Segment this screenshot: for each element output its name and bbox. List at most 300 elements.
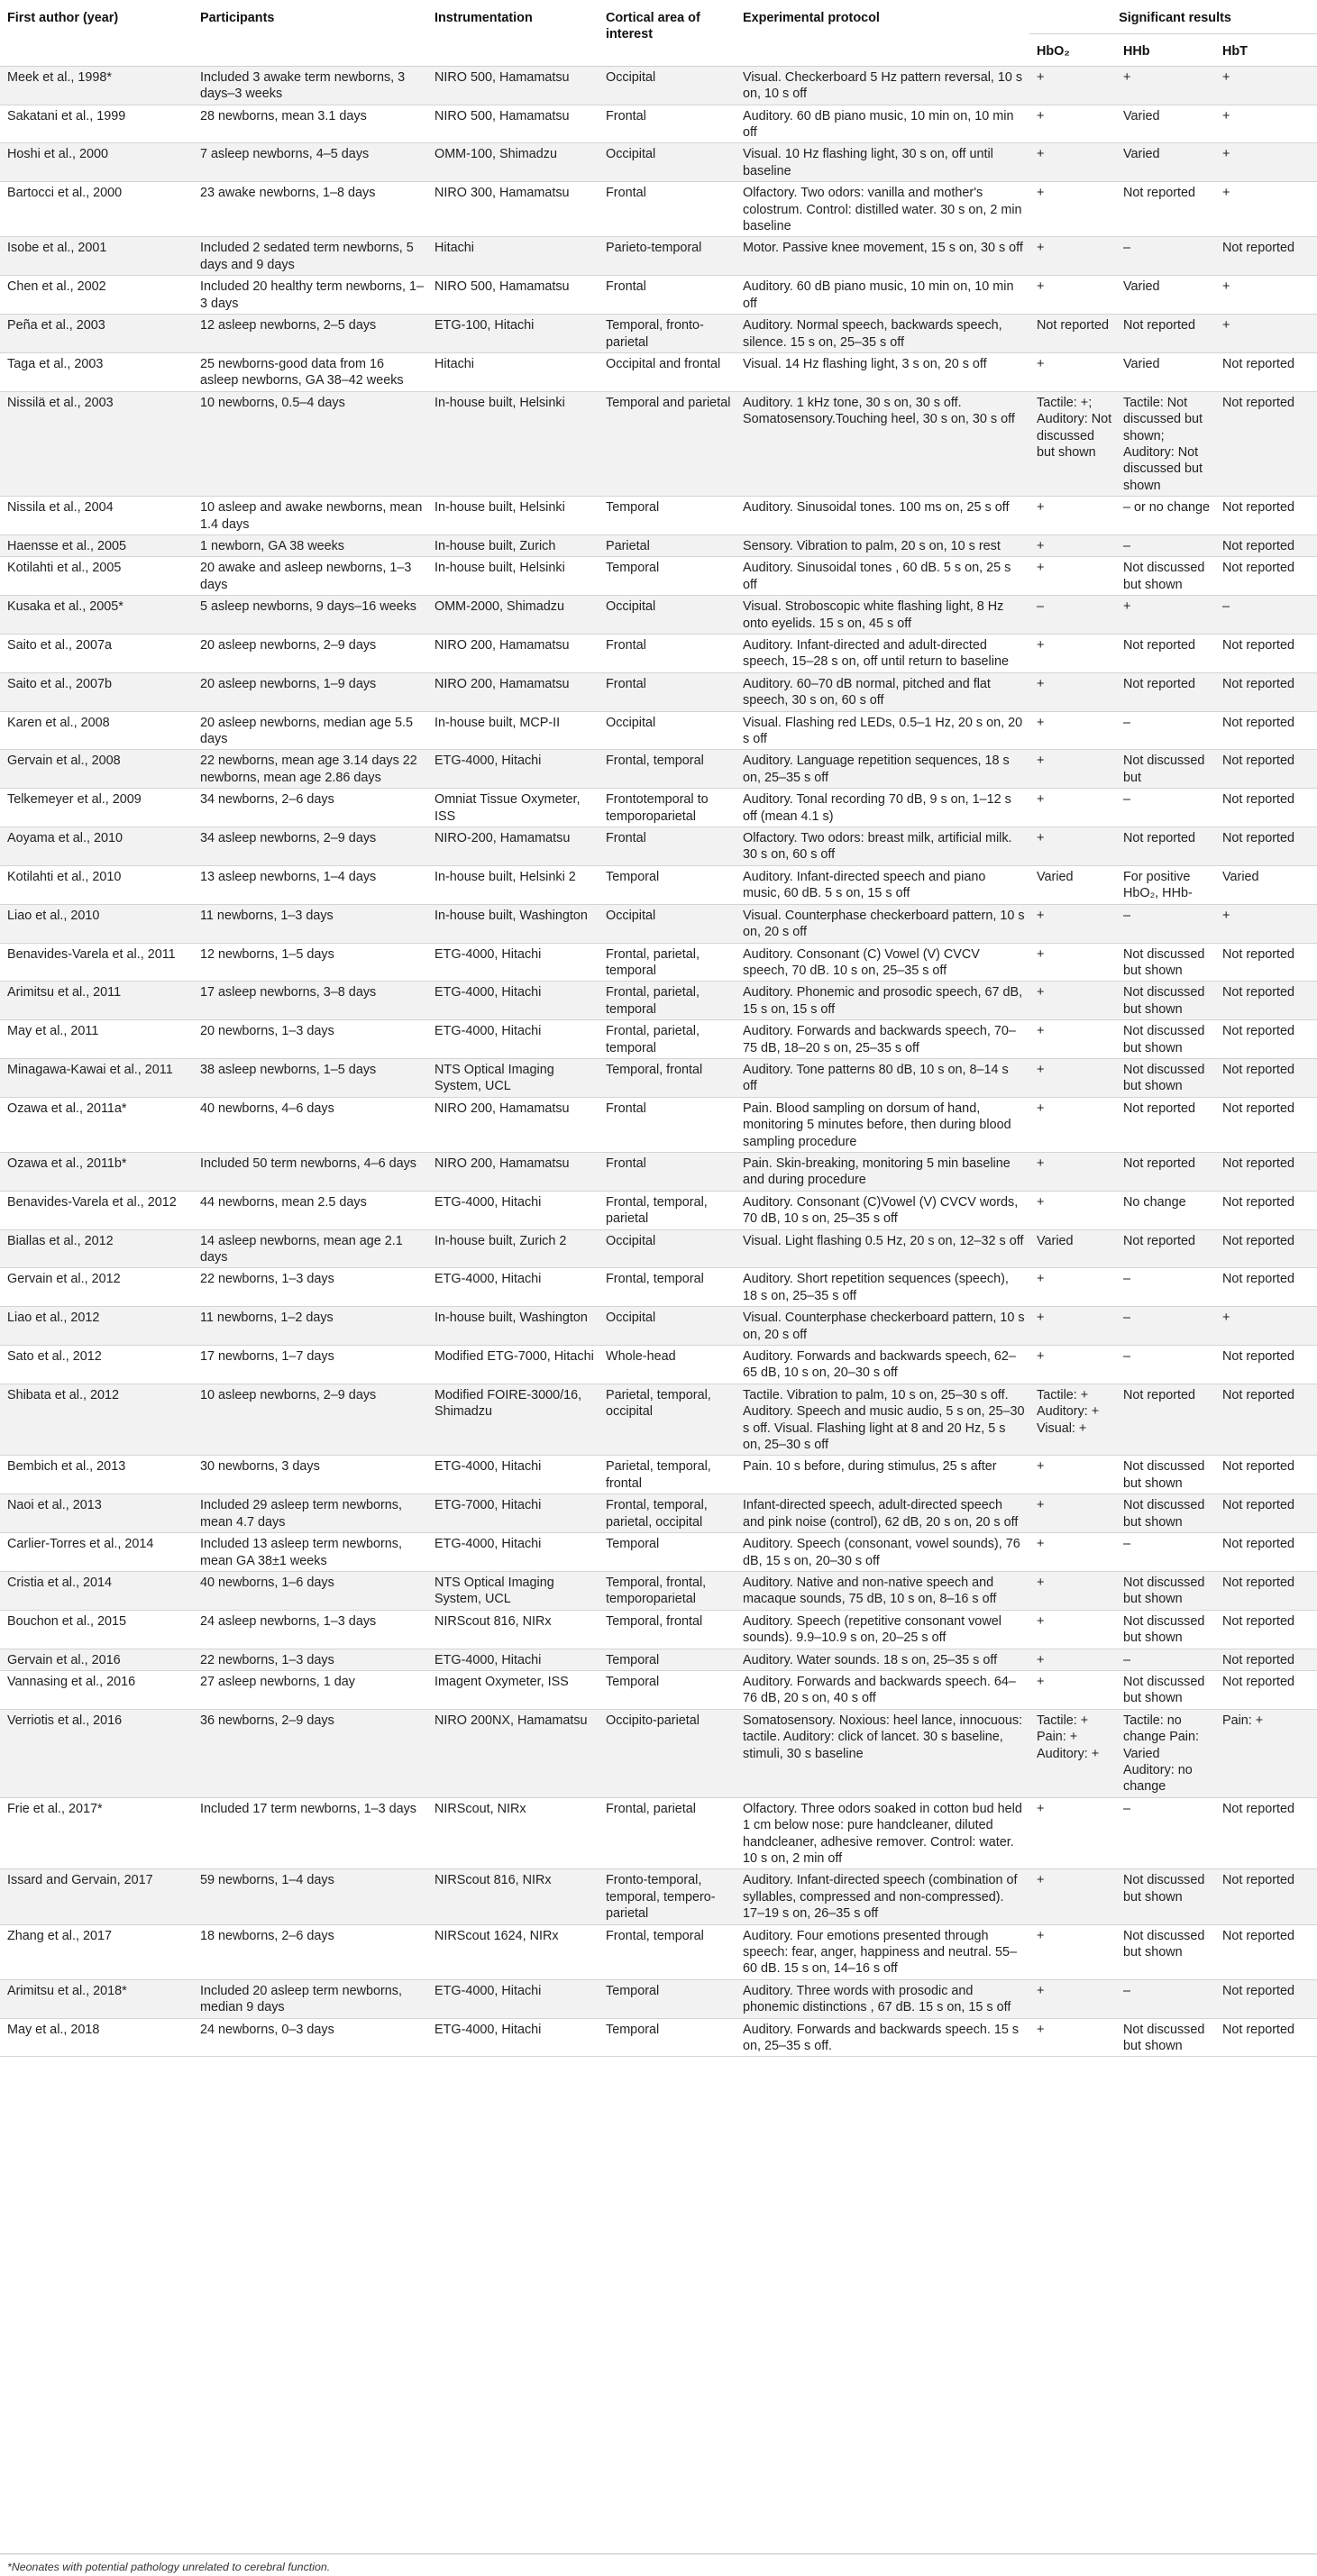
cell-cortical-area: Frontal, parietal <box>606 1801 696 1816</box>
cell-instrumentation: NIRO 500, Hamamatsu <box>434 108 570 123</box>
cell-protocol: Olfactory. Two odors: breast milk, artificial milk. 30 s on, 60 s off <box>743 831 1012 863</box>
cell-participants: 22 newborns, 1–3 days <box>200 1652 334 1667</box>
cell-participants: 11 newborns, 1–3 days <box>200 908 334 923</box>
cell-instrumentation: Hitachi <box>434 356 474 371</box>
cell-participants: Included 3 awake term newborns, 3 days–3 weeks <box>200 69 406 102</box>
table-row <box>0 497 1317 535</box>
cell-hbo2: + <box>1037 1156 1045 1171</box>
table-row <box>0 1456 1317 1494</box>
table-row <box>0 1649 1317 1670</box>
cell-instrumentation: In-house built, Washington <box>434 908 588 923</box>
cell-instrumentation: ETG-4000, Hitachi <box>434 2022 542 2037</box>
cell-hbt: + <box>1222 108 1230 123</box>
table-row <box>0 1020 1317 1059</box>
cell-instrumentation: In-house built, Washington <box>434 1311 588 1326</box>
cell-protocol: Auditory. Native and non-native speech and macaque sounds, 75 dB, 10 s on, 8–16 s off <box>743 1575 997 1607</box>
cell-hbo2: + <box>1037 1928 1045 1943</box>
cell-hbt: Not reported <box>1222 1062 1294 1077</box>
cell-instrumentation: NIRO 500, Hamamatsu <box>434 69 570 85</box>
cell-cortical-area: Temporal <box>606 500 660 516</box>
cell-cortical-area: Temporal <box>606 2022 660 2037</box>
cell-hhb: Varied <box>1123 147 1160 162</box>
cell-participants: Included 20 asleep term newborns, median 9 days <box>200 1983 402 2015</box>
cell-protocol: Auditory. Sinusoidal tones. 100 ms on, 25 s off <box>743 500 1010 516</box>
cell-hhb: Not discussed but shown <box>1123 985 1205 1017</box>
table-row <box>0 672 1317 711</box>
cell-protocol: Visual. Counterphase checkerboard pattern, 10 s on, 20 s off <box>743 908 1025 940</box>
cell-hbt: Not reported <box>1222 1983 1294 1998</box>
header-instrumentation: Instrumentation <box>434 11 533 25</box>
cell-author: Sakatani et al., 1999 <box>7 108 126 123</box>
table-row <box>0 1797 1317 1869</box>
cell-protocol: Auditory. Normal speech, backwards speech, silence. 15 s on, 25–35 s off <box>743 318 1002 350</box>
cell-hbo2: + <box>1037 754 1045 769</box>
cell-instrumentation: Imagent Oxymeter, ISS <box>434 1674 569 1689</box>
cell-hhb: Not reported <box>1123 676 1195 691</box>
cell-instrumentation: ETG-100, Hitachi <box>434 318 535 333</box>
cell-author: Bembich et al., 2013 <box>7 1459 126 1475</box>
cell-hbo2: + <box>1037 831 1045 846</box>
cell-participants: 1 newborn, GA 38 weeks <box>200 538 344 553</box>
cell-hhb: – <box>1123 1801 1131 1816</box>
cell-author: Carlier-Torres et al., 2014 <box>7 1537 154 1552</box>
cell-author: Zhang et al., 2017 <box>7 1928 113 1943</box>
cell-participants: 20 asleep newborns, 1–9 days <box>200 676 377 691</box>
cell-hbt: Not reported <box>1222 1928 1294 1943</box>
header-significant-results: Significant results <box>1029 0 1317 34</box>
cell-participants: 7 asleep newborns, 4–5 days <box>200 147 370 162</box>
cell-hbo2: + <box>1037 1575 1045 1590</box>
cell-hhb: Not reported <box>1123 318 1195 333</box>
cell-instrumentation: NIRScout, NIRx <box>434 1801 526 1816</box>
cell-author: Ozawa et al., 2011b* <box>7 1156 127 1171</box>
cell-cortical-area: Occipital <box>606 69 656 85</box>
cell-instrumentation: NIRO 200, Hamamatsu <box>434 638 570 653</box>
cell-participants: 28 newborns, mean 3.1 days <box>200 108 367 123</box>
cell-protocol: Pain. Skin-breaking, monitoring 5 min baseline and during procedure <box>743 1156 1011 1188</box>
cell-protocol: Visual. Light flashing 0.5 Hz, 20 s on, 12–32 s off <box>743 1233 1024 1248</box>
cell-participants: 20 awake and asleep newborns, 1–3 days <box>200 561 412 592</box>
cell-protocol: Visual. Flashing red LEDs, 0.5–1 Hz, 20 s on, 20 s off <box>743 715 1023 747</box>
header-protocol: Experimental protocol <box>743 11 880 25</box>
cell-instrumentation: Modified ETG-7000, Hitachi <box>434 1349 594 1365</box>
cell-hbo2: – <box>1037 599 1045 615</box>
cell-cortical-area: Temporal <box>606 1983 660 1998</box>
cell-hbt: Not reported <box>1222 1233 1294 1248</box>
cell-author: Gervain et al., 2008 <box>7 754 121 769</box>
cell-cortical-area: Fronto-temporal, temporal, tempero-parietal <box>606 1873 716 1922</box>
header-hhb: HHb <box>1123 44 1150 59</box>
cell-hhb: + <box>1123 69 1131 85</box>
cell-hbo2: + <box>1037 186 1045 201</box>
cell-author: Sato et al., 2012 <box>7 1349 102 1365</box>
cell-cortical-area: Occipito-parietal <box>606 1713 700 1728</box>
cell-hbo2: + <box>1037 1613 1045 1629</box>
cell-author: May et al., 2011 <box>7 1024 99 1039</box>
cell-cortical-area: Temporal, frontal <box>606 1062 703 1077</box>
cell-hbo2: + <box>1037 147 1045 162</box>
cell-hhb: Not reported <box>1123 1156 1195 1171</box>
table-row <box>0 596 1317 635</box>
table-row <box>0 943 1317 982</box>
cell-hbo2: + <box>1037 1194 1045 1210</box>
cell-hbt: Not reported <box>1222 754 1294 769</box>
cell-protocol: Auditory. Water sounds. 18 s on, 25–35 s off <box>743 1652 998 1667</box>
cell-hhb: – <box>1123 1349 1131 1365</box>
cell-hhb: Not reported <box>1123 1387 1195 1402</box>
cell-instrumentation: ETG-4000, Hitachi <box>434 1024 542 1039</box>
cell-author: Karen et al., 2008 <box>7 715 110 730</box>
cell-instrumentation: NIRScout 1624, NIRx <box>434 1928 559 1943</box>
cell-hbo2: Varied <box>1037 869 1074 884</box>
cell-author: Cristia et al., 2014 <box>7 1575 112 1590</box>
cell-participants: 10 newborns, 0.5–4 days <box>200 395 345 410</box>
cell-participants: Included 20 healthy term newborns, 1–3 days <box>200 279 424 311</box>
cell-hhb: Tactile: Not discussed but shown; Auditory: Not discussed but shown <box>1123 395 1203 493</box>
cell-author: Shibata et al., 2012 <box>7 1387 120 1402</box>
cell-cortical-area: Parietal, temporal, occipital <box>606 1387 711 1420</box>
cell-hbo2: + <box>1037 356 1045 371</box>
footnote: *Neonates with potential pathology unrelated to cerebral function. <box>7 2561 331 2573</box>
cell-hbt: Not reported <box>1222 1873 1294 1888</box>
cell-instrumentation: NIRO 200, Hamamatsu <box>434 676 570 691</box>
cell-author: Saito et al., 2007a <box>7 638 113 653</box>
table-row <box>0 315 1317 353</box>
header-author: First author (year) <box>7 11 119 25</box>
cell-participants: 13 asleep newborns, 1–4 days <box>200 869 377 884</box>
cell-participants: 5 asleep newborns, 9 days–16 weeks <box>200 599 416 615</box>
cell-author: Nissila et al., 2004 <box>7 500 114 516</box>
cell-hbo2: Tactile: + Pain: + Auditory: + <box>1037 1713 1100 1761</box>
cell-protocol: Motor. Passive knee movement, 15 s on, 30 s off <box>743 241 1023 256</box>
cell-cortical-area: Frontal, temporal <box>606 1272 704 1287</box>
cell-cortical-area: Frontotemporal to temporoparietal <box>606 792 709 824</box>
cell-instrumentation: NIRO 500, Hamamatsu <box>434 279 570 295</box>
cell-protocol: Auditory. Three words with prosodic and phonemic distinctions , 67 dB. 15 s on, 15 s off <box>743 1983 1011 2015</box>
table-row <box>0 1191 1317 1229</box>
cell-instrumentation: ETG-4000, Hitachi <box>434 985 542 1000</box>
cell-cortical-area: Temporal, fronto-parietal <box>606 318 704 350</box>
cell-participants: 18 newborns, 2–6 days <box>200 1928 334 1943</box>
cell-hhb: Varied <box>1123 279 1160 295</box>
cell-instrumentation: NTS Optical Imaging System, UCL <box>434 1575 554 1607</box>
cell-hbt: Not reported <box>1222 638 1294 653</box>
cell-cortical-area: Frontal <box>606 108 646 123</box>
cell-hbt: – <box>1222 599 1230 615</box>
cell-hbo2: + <box>1037 1062 1045 1077</box>
cell-instrumentation: In-house built, MCP-II <box>434 715 561 730</box>
cell-instrumentation: ETG-4000, Hitachi <box>434 1272 542 1287</box>
cell-hhb: Not reported <box>1123 1101 1195 1116</box>
cell-hbo2: + <box>1037 1311 1045 1326</box>
cell-hbt: + <box>1222 908 1230 923</box>
table-row <box>0 635 1317 673</box>
cell-author: Vannasing et al., 2016 <box>7 1674 136 1689</box>
table-row <box>0 1097 1317 1152</box>
cell-participants: 10 asleep and awake newborns, mean 1.4 days <box>200 500 423 532</box>
header-hbo2: HbO₂ <box>1037 44 1070 59</box>
cell-author: Taga et al., 2003 <box>7 356 104 371</box>
cell-hbo2: + <box>1037 1024 1045 1039</box>
cell-hbt: Not reported <box>1222 946 1294 962</box>
cell-author: Bartocci et al., 2000 <box>7 186 123 201</box>
cell-author: Frie et al., 2017* <box>7 1801 103 1816</box>
cell-hbo2: + <box>1037 241 1045 256</box>
cell-hbo2: + <box>1037 1801 1045 1816</box>
cell-cortical-area: Temporal <box>606 1537 660 1552</box>
cell-hbt: Not reported <box>1222 1024 1294 1039</box>
cell-protocol: Auditory. Forwards and backwards speech. 15 s on, 25–35 s off. <box>743 2022 1020 2054</box>
cell-protocol: Olfactory. Three odors soaked in cotton bud held 1 cm below nose: pure handcleaner, diluted handcleaner, adhesive remover. Control: water. 10 s on, 2 min off <box>743 1801 1022 1866</box>
cell-protocol: Auditory. Forwards and backwards speech. 64–76 dB, 20 s on, 40 s off <box>743 1674 1016 1706</box>
cell-hhb: Varied <box>1123 356 1160 371</box>
cell-instrumentation: In-house built, Helsinki <box>434 395 565 410</box>
cell-author: Minagawa-Kawai et al., 2011 <box>7 1062 173 1077</box>
cell-hhb: – <box>1123 1272 1131 1287</box>
cell-protocol: Auditory. 60 dB piano music, 10 min on, 10 min off <box>743 279 1014 311</box>
cell-cortical-area: Frontal <box>606 676 646 691</box>
cell-protocol: Tactile. Vibration to palm, 10 s on, 25–30 s off. Auditory. Speech and music audio, 5 s on, 25–30 s off. Visual. Flashing light at 8 and 20 Hz, 5 s on, 25–30 s off <box>743 1387 1025 1453</box>
cell-protocol: Infant-directed speech, adult-directed speech and pink noise (control), 62 dB, 20 s on, 20 s off <box>743 1498 1019 1530</box>
cell-hhb: For positive HbO₂, HHb- <box>1123 869 1193 901</box>
cell-hbt: Not reported <box>1222 831 1294 846</box>
cell-participants: 24 newborns, 0–3 days <box>200 2022 334 2037</box>
cell-cortical-area: Occipital <box>606 1233 656 1248</box>
table-row <box>0 182 1317 237</box>
cell-author: Issard and Gervain, 2017 <box>7 1873 153 1888</box>
cell-hbt: Pain: + <box>1222 1713 1264 1728</box>
cell-protocol: Visual. Counterphase checkerboard pattern, 10 s on, 20 s off <box>743 1311 1025 1342</box>
cell-protocol: Auditory. 1 kHz tone, 30 s on, 30 s off. Somatosensory.Touching heel, 30 s on, 30 s off <box>743 395 1015 427</box>
cell-instrumentation: ETG-4000, Hitachi <box>434 1194 542 1210</box>
cell-cortical-area: Frontal <box>606 638 646 653</box>
cell-hbo2: Varied <box>1037 1233 1074 1248</box>
cell-author: Arimitsu et al., 2011 <box>7 985 122 1000</box>
cell-protocol: Visual. 14 Hz flashing light, 3 s on, 20 s off <box>743 356 987 371</box>
cell-cortical-area: Occipital <box>606 1311 656 1326</box>
cell-participants: 34 newborns, 2–6 days <box>200 792 334 808</box>
table-row <box>0 711 1317 750</box>
table-row <box>0 276 1317 315</box>
cell-hhb: Not discussed but shown <box>1123 946 1205 978</box>
cell-participants: Included 17 term newborns, 1–3 days <box>200 1801 416 1816</box>
cell-participants: 34 asleep newborns, 2–9 days <box>200 831 377 846</box>
cell-cortical-area: Frontal <box>606 186 646 201</box>
cell-author: Kusaka et al., 2005* <box>7 599 123 615</box>
cell-instrumentation: In-house built, Zurich 2 <box>434 1233 567 1248</box>
cell-author: Kotilahti et al., 2005 <box>7 561 122 576</box>
cell-hbo2: + <box>1037 715 1045 730</box>
cell-cortical-area: Temporal and parietal <box>606 395 731 410</box>
cell-hbo2: + <box>1037 1498 1045 1513</box>
cell-instrumentation: In-house built, Helsinki <box>434 500 565 516</box>
table-row <box>0 143 1317 182</box>
cell-hhb: – <box>1123 1652 1131 1667</box>
cell-hbt: Not reported <box>1222 792 1294 808</box>
table-row <box>0 1571 1317 1610</box>
cell-author: Hoshi et al., 2000 <box>7 147 108 162</box>
cell-cortical-area: Frontal, parietal, temporal <box>606 946 700 978</box>
cell-hbt: Not reported <box>1222 395 1294 410</box>
cell-hhb: Not discussed but shown <box>1123 1062 1205 1094</box>
cell-protocol: Pain. 10 s before, during stimulus, 25 s after <box>743 1459 997 1475</box>
cell-instrumentation: ETG-4000, Hitachi <box>434 1652 542 1667</box>
cell-protocol: Auditory. Tone patterns 80 dB, 10 s on, 8–14 s off <box>743 1062 1009 1094</box>
cell-participants: 20 newborns, 1–3 days <box>200 1024 334 1039</box>
cell-protocol: Auditory. Forwards and backwards speech, 62–65 dB, 10 s on, 20–30 s off <box>743 1349 1016 1381</box>
cell-hhb: – <box>1123 1983 1131 1998</box>
cell-hbo2: + <box>1037 1272 1045 1287</box>
cell-hbt: Not reported <box>1222 1156 1294 1171</box>
cell-participants: Included 50 term newborns, 4–6 days <box>200 1156 416 1171</box>
cell-protocol: Auditory. Consonant (C)Vowel (V) CVCV words, 70 dB, 10 s on, 25–35 s off <box>743 1194 1019 1227</box>
cell-hbo2: + <box>1037 985 1045 1000</box>
cell-hhb: + <box>1123 599 1131 615</box>
cell-cortical-area: Temporal <box>606 1674 660 1689</box>
cell-hhb: Not discussed but shown <box>1123 1024 1205 1055</box>
cell-author: May et al., 2018 <box>7 2022 100 2037</box>
table-bottom-rule <box>0 2553 1317 2554</box>
cell-cortical-area: Occipital <box>606 908 656 923</box>
cell-hbt: Not reported <box>1222 1349 1294 1365</box>
cell-instrumentation: NIRScout 816, NIRx <box>434 1613 552 1629</box>
cell-instrumentation: In-house built, Zurich <box>434 538 556 553</box>
cell-hbt: Not reported <box>1222 1575 1294 1590</box>
cell-participants: 24 asleep newborns, 1–3 days <box>200 1613 377 1629</box>
cell-protocol: Auditory. Infant-directed and adult-directed speech, 15–28 s on, off until return to baseline <box>743 638 1009 670</box>
table-row <box>0 827 1317 866</box>
cell-hhb: Not discussed but shown <box>1123 1674 1205 1706</box>
cell-hhb: Not discussed but shown <box>1123 1873 1205 1905</box>
cell-hbt: Not reported <box>1222 1537 1294 1552</box>
cell-participants: 11 newborns, 1–2 days <box>200 1311 334 1326</box>
cell-participants: 17 newborns, 1–7 days <box>200 1349 334 1365</box>
cell-protocol: Pain. Blood sampling on dorsum of hand, monitoring 5 minutes before, then during blood sampling procedure <box>743 1101 1011 1149</box>
table-row <box>0 557 1317 596</box>
cell-cortical-area: Occipital <box>606 147 656 162</box>
cell-author: Bouchon et al., 2015 <box>7 1613 127 1629</box>
cell-protocol: Auditory. Phonemic and prosodic speech, 67 dB, 15 s on, 15 s off <box>743 985 1023 1017</box>
cell-hbt: + <box>1222 186 1230 201</box>
cell-author: Ozawa et al., 2011a* <box>7 1101 127 1116</box>
cell-cortical-area: Temporal, frontal <box>606 1613 703 1629</box>
cell-author: Gervain et al., 2012 <box>7 1272 121 1287</box>
cell-participants: 30 newborns, 3 days <box>200 1459 320 1475</box>
cell-hhb: Not discussed but shown <box>1123 561 1205 592</box>
cell-hhb: – <box>1123 715 1131 730</box>
cell-author: Verriotis et al., 2016 <box>7 1713 123 1728</box>
cell-protocol: Auditory. Infant-directed speech (combination of syllables, compressed and non-compressed). 17–19 s on, 26–35 s off <box>743 1873 1018 1922</box>
cell-protocol: Somatosensory. Noxious: heel lance, innocuous: tactile. Auditory: click of lancet. 30 s baseline, stimuli, 30 s baseline <box>743 1713 1023 1761</box>
table-row <box>0 1307 1317 1346</box>
cell-hbt: + <box>1222 318 1230 333</box>
cell-hbt: Not reported <box>1222 500 1294 516</box>
cell-protocol: Auditory. Consonant (C) Vowel (V) CVCV speech, 70 dB. 10 s on, 25–35 s off <box>743 946 980 978</box>
table-row <box>0 237 1317 276</box>
cell-participants: 12 asleep newborns, 2–5 days <box>200 318 377 333</box>
cell-hbo2: + <box>1037 946 1045 962</box>
cell-protocol: Auditory. 60 dB piano music, 10 min on, 10 min off <box>743 108 1014 141</box>
cell-protocol: Visual. Checkerboard 5 Hz pattern reversal, 10 s on, 10 s off <box>743 69 1023 102</box>
cell-instrumentation: NIRO 200, Hamamatsu <box>434 1101 570 1116</box>
cell-participants: Included 13 asleep term newborns, mean GA 38±1 weeks <box>200 1537 402 1568</box>
cell-hbt: Not reported <box>1222 1613 1294 1629</box>
cell-hbt: Not reported <box>1222 561 1294 576</box>
table-row <box>0 1494 1317 1533</box>
cell-author: Chen et al., 2002 <box>7 279 106 295</box>
cell-hbt: Not reported <box>1222 2022 1294 2037</box>
cell-participants: 59 newborns, 1–4 days <box>200 1873 334 1888</box>
cell-participants: 38 asleep newborns, 1–5 days <box>200 1062 377 1077</box>
cell-participants: 17 asleep newborns, 3–8 days <box>200 985 377 1000</box>
cell-participants: 22 newborns, 1–3 days <box>200 1272 334 1287</box>
cell-hhb: Not reported <box>1123 186 1195 201</box>
cell-hbo2: + <box>1037 1349 1045 1365</box>
cell-protocol: Olfactory. Two odors: vanilla and mother's colostrum. Control: distilled water. 30 s on, 2 min baseline <box>743 186 1022 234</box>
cell-author: Telkemeyer et al., 2009 <box>7 792 142 808</box>
cell-hbo2: + <box>1037 1983 1045 1998</box>
cell-protocol: Auditory. Language repetition sequences, 18 s on, 25–35 s off <box>743 754 1010 785</box>
table-row <box>0 1384 1317 1456</box>
table-row <box>0 1152 1317 1191</box>
cell-hbt: Not reported <box>1222 1498 1294 1513</box>
cell-instrumentation: NIRScout 816, NIRx <box>434 1873 552 1888</box>
cell-hbt: Not reported <box>1222 1387 1294 1402</box>
cell-hbt: Not reported <box>1222 676 1294 691</box>
cell-author: Naoi et al., 2013 <box>7 1498 102 1513</box>
cell-cortical-area: Occipital and frontal <box>606 356 721 371</box>
cell-author: Aoyama et al., 2010 <box>7 831 123 846</box>
table-row <box>0 534 1317 556</box>
cell-hbt: Not reported <box>1222 1272 1294 1287</box>
cell-hhb: Not discussed but shown <box>1123 1498 1205 1530</box>
cell-participants: 36 newborns, 2–9 days <box>200 1713 334 1728</box>
cell-author: Isobe et al., 2001 <box>7 241 107 256</box>
cell-participants: 14 asleep newborns, mean age 2.1 days <box>200 1233 403 1265</box>
cell-author: Liao et al., 2012 <box>7 1311 100 1326</box>
cell-hhb: – or no change <box>1123 500 1211 516</box>
cell-author: Kotilahti et al., 2010 <box>7 869 122 884</box>
cell-hhb: Not reported <box>1123 831 1195 846</box>
cell-cortical-area: Frontal <box>606 279 646 295</box>
cell-hbo2: + <box>1037 638 1045 653</box>
cell-participants: 40 newborns, 1–6 days <box>200 1575 334 1590</box>
cell-protocol: Visual. 10 Hz flashing light, 30 s on, off until baseline <box>743 147 993 178</box>
table-row <box>0 1058 1317 1097</box>
cell-hbt: Not reported <box>1222 538 1294 553</box>
cell-hbt: Not reported <box>1222 715 1294 730</box>
cell-cortical-area: Parietal, temporal, frontal <box>606 1459 711 1491</box>
cell-author: Peña et al., 2003 <box>7 318 105 333</box>
cell-hhb: Not discussed but shown <box>1123 2022 1205 2054</box>
table-row <box>0 1924 1317 1979</box>
cell-cortical-area: Temporal, frontal, temporoparietal <box>606 1575 707 1607</box>
cell-instrumentation: ETG-4000, Hitachi <box>434 1459 542 1475</box>
header-cortical-area: Cortical area of interest <box>606 11 700 42</box>
cell-hbt: Not reported <box>1222 985 1294 1000</box>
cell-hbt: Not reported <box>1222 1194 1294 1210</box>
cell-hbo2: + <box>1037 1674 1045 1689</box>
cell-participants: 12 newborns, 1–5 days <box>200 946 334 962</box>
cell-instrumentation: NIRO 200, Hamamatsu <box>434 1156 570 1171</box>
cell-author: Benavides-Varela et al., 2012 <box>7 1194 177 1210</box>
cell-hhb: Not discussed but shown <box>1123 1575 1205 1607</box>
cell-participants: 27 asleep newborns, 1 day <box>200 1674 356 1689</box>
cell-author: Haensse et al., 2005 <box>7 538 127 553</box>
cell-hbt: Not reported <box>1222 356 1294 371</box>
cell-participants: Included 29 asleep term newborns, mean 4.7 days <box>200 1498 402 1530</box>
cell-protocol: Auditory. Infant-directed speech and piano music, 60 dB. 5 s on, 15 s off <box>743 869 986 901</box>
